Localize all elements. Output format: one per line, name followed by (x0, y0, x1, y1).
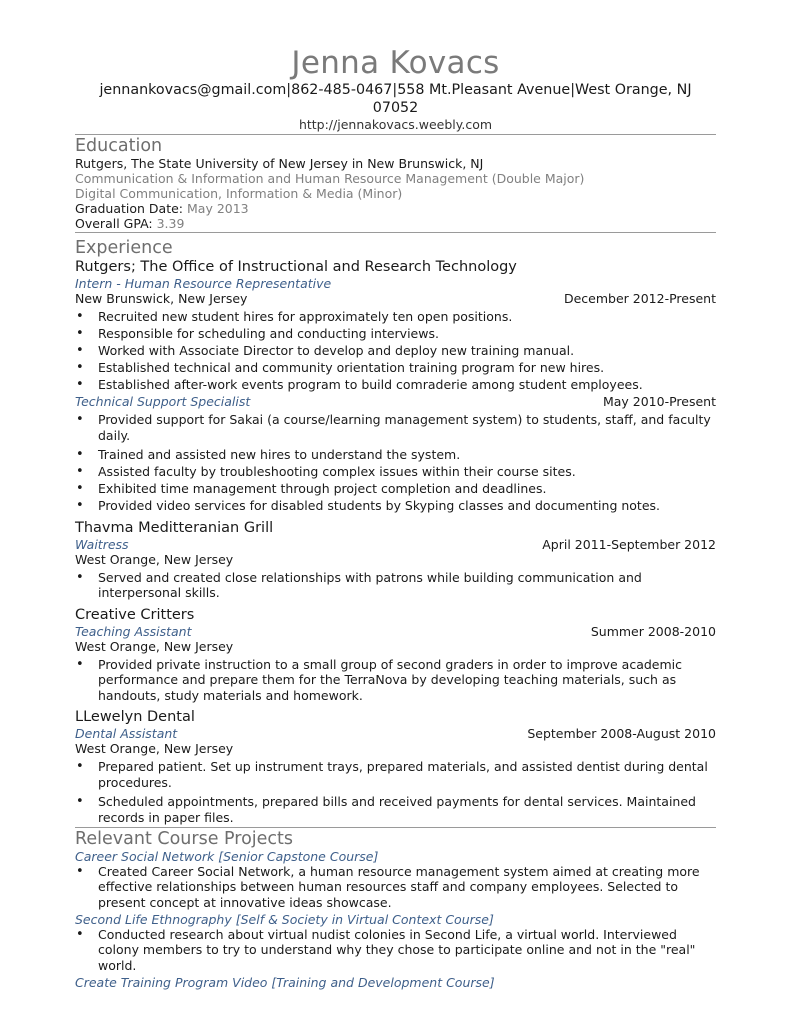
job-role-row (75, 537, 716, 552)
list-item: • Provided support for Sakai (a course/learning management system) to students, staff, and faculty daily. (75, 412, 716, 443)
contact-line: jennankovacs@gmail.com|862-485-0467|558 Mt.Pleasant Avenue|West Orange, NJ 07052 (99, 82, 692, 116)
job-location: New Brunswick, New Jersey (75, 291, 248, 306)
project-bullets (75, 864, 716, 911)
job-date: Summer 2008-2010 (590, 623, 716, 639)
experience-heading: Experience (75, 238, 173, 258)
graduation-date (75, 201, 716, 216)
project-title: Second Life Ethnography [Self & Society in Virtual Context Course] (75, 911, 494, 927)
gpa-label: Overall GPA: (75, 216, 153, 231)
job-role-row (75, 726, 716, 741)
job-date: December 2012-Present (563, 291, 716, 306)
list-item: • Exhibited time management through project completion and deadlines. (75, 481, 716, 497)
list-item: • Responsible for scheduling and conducting interviews. (75, 326, 716, 342)
list-item: • Recruited new student hires for approximately ten open positions. (75, 309, 716, 325)
graduation-label: Graduation Date: (75, 201, 184, 216)
gpa-value: 3.39 (156, 216, 185, 231)
project-bullets (75, 927, 716, 974)
job-role: Dental Assistant (75, 726, 178, 741)
list-item: • Provided private instruction to a small group of second graders in order to improve academic performance and prepare them for the TerraNova by developing teaching materials, such as handouts, study materials and homework. (75, 657, 716, 704)
job-bullets (75, 657, 716, 704)
list-item: • Served and created close relationships with patrons while building communication and interpersonal skills. (75, 570, 716, 601)
list-item: • Provided video services for disabled students by Skyping classes and documenting notes. (75, 498, 716, 514)
divider (75, 827, 716, 828)
education-heading: Education (75, 136, 163, 156)
school-name: Rutgers, The State University of New Jersey in New Brunswick, NJ (75, 156, 484, 171)
list-item: • Established technical and community orientation training program for new hires. (75, 360, 716, 376)
divider (75, 134, 716, 135)
job-bullets (75, 309, 716, 393)
list-item: • Created Career Social Network, a human resource management system aimed at creating more effective relationships between human resources staff and company employees. Selected to present concept at innovative ideas showcase. (75, 864, 716, 911)
job-role-row (75, 624, 716, 639)
list-item: • Worked with Associate Director to develop and deploy new training manual. (75, 343, 716, 359)
candidate-name: Jenna Kovacs (291, 45, 500, 81)
job-location: West Orange, New Jersey (75, 551, 234, 567)
job-role: Intern - Human Resource Representative (75, 276, 332, 291)
list-item: • Scheduled appointments, prepared bills and received payments for dental services. Maintained records in paper files. (75, 794, 716, 825)
job-date: April 2011-September 2012 (542, 536, 716, 552)
list-item: • Conducted research about virtual nudist colonies in Second Life, a virtual world. Interviewed colony members to try to understand why they chose to participate online and not in the "real" world. (75, 927, 716, 974)
job-role-row (75, 394, 716, 409)
gpa (75, 216, 716, 231)
job-role-row (75, 276, 716, 291)
resume-page (75, 44, 716, 990)
list-item: • Trained and assisted new hires to understand the system. (75, 447, 716, 463)
list-item: • Assisted faculty by troubleshooting complex issues within their course sites. (75, 464, 716, 480)
job-location: West Orange, New Jersey (75, 741, 234, 756)
job-role: Technical Support Specialist (75, 394, 251, 409)
job-bullets (75, 570, 716, 601)
job-date: May 2010-Present (602, 394, 716, 409)
projects-heading: Relevant Course Projects (75, 828, 294, 849)
job-bullets (75, 759, 716, 825)
job-location: West Orange, New Jersey (75, 638, 234, 654)
project-title: Career Social Network [Senior Capstone Course] (75, 848, 379, 864)
job-date: September 2008-August 2010 (527, 726, 716, 741)
minor: Digital Communication, Information & Media (Minor) (75, 186, 403, 201)
job-bullets (75, 412, 716, 514)
job-org: LLewelyn Dental (75, 709, 195, 725)
job-org: Creative Critters (75, 606, 195, 623)
list-item: • Prepared patient. Set up instrument trays, prepared materials, and assisted dentist during dental procedures. (75, 759, 716, 790)
list-item: • Established after-work events program to build comraderie among student employees. (75, 377, 716, 393)
job-location-row (75, 291, 716, 306)
major: Communication & Information and Human Resource Management (Double Major) (75, 171, 585, 186)
graduation-value: May 2013 (187, 201, 249, 216)
job-org: Rutgers; The Office of Instructional and Research Technology (75, 259, 517, 275)
job-role: Teaching Assistant (75, 623, 192, 639)
job-org: Thavma Meditteranian Grill (75, 519, 274, 536)
divider (75, 232, 716, 233)
project-title: Create Training Program Video [Training and Development Course] (75, 975, 495, 990)
website-url[interactable]: http://jennakovacs.weebly.com (298, 117, 493, 132)
job-role: Waitress (75, 536, 129, 552)
